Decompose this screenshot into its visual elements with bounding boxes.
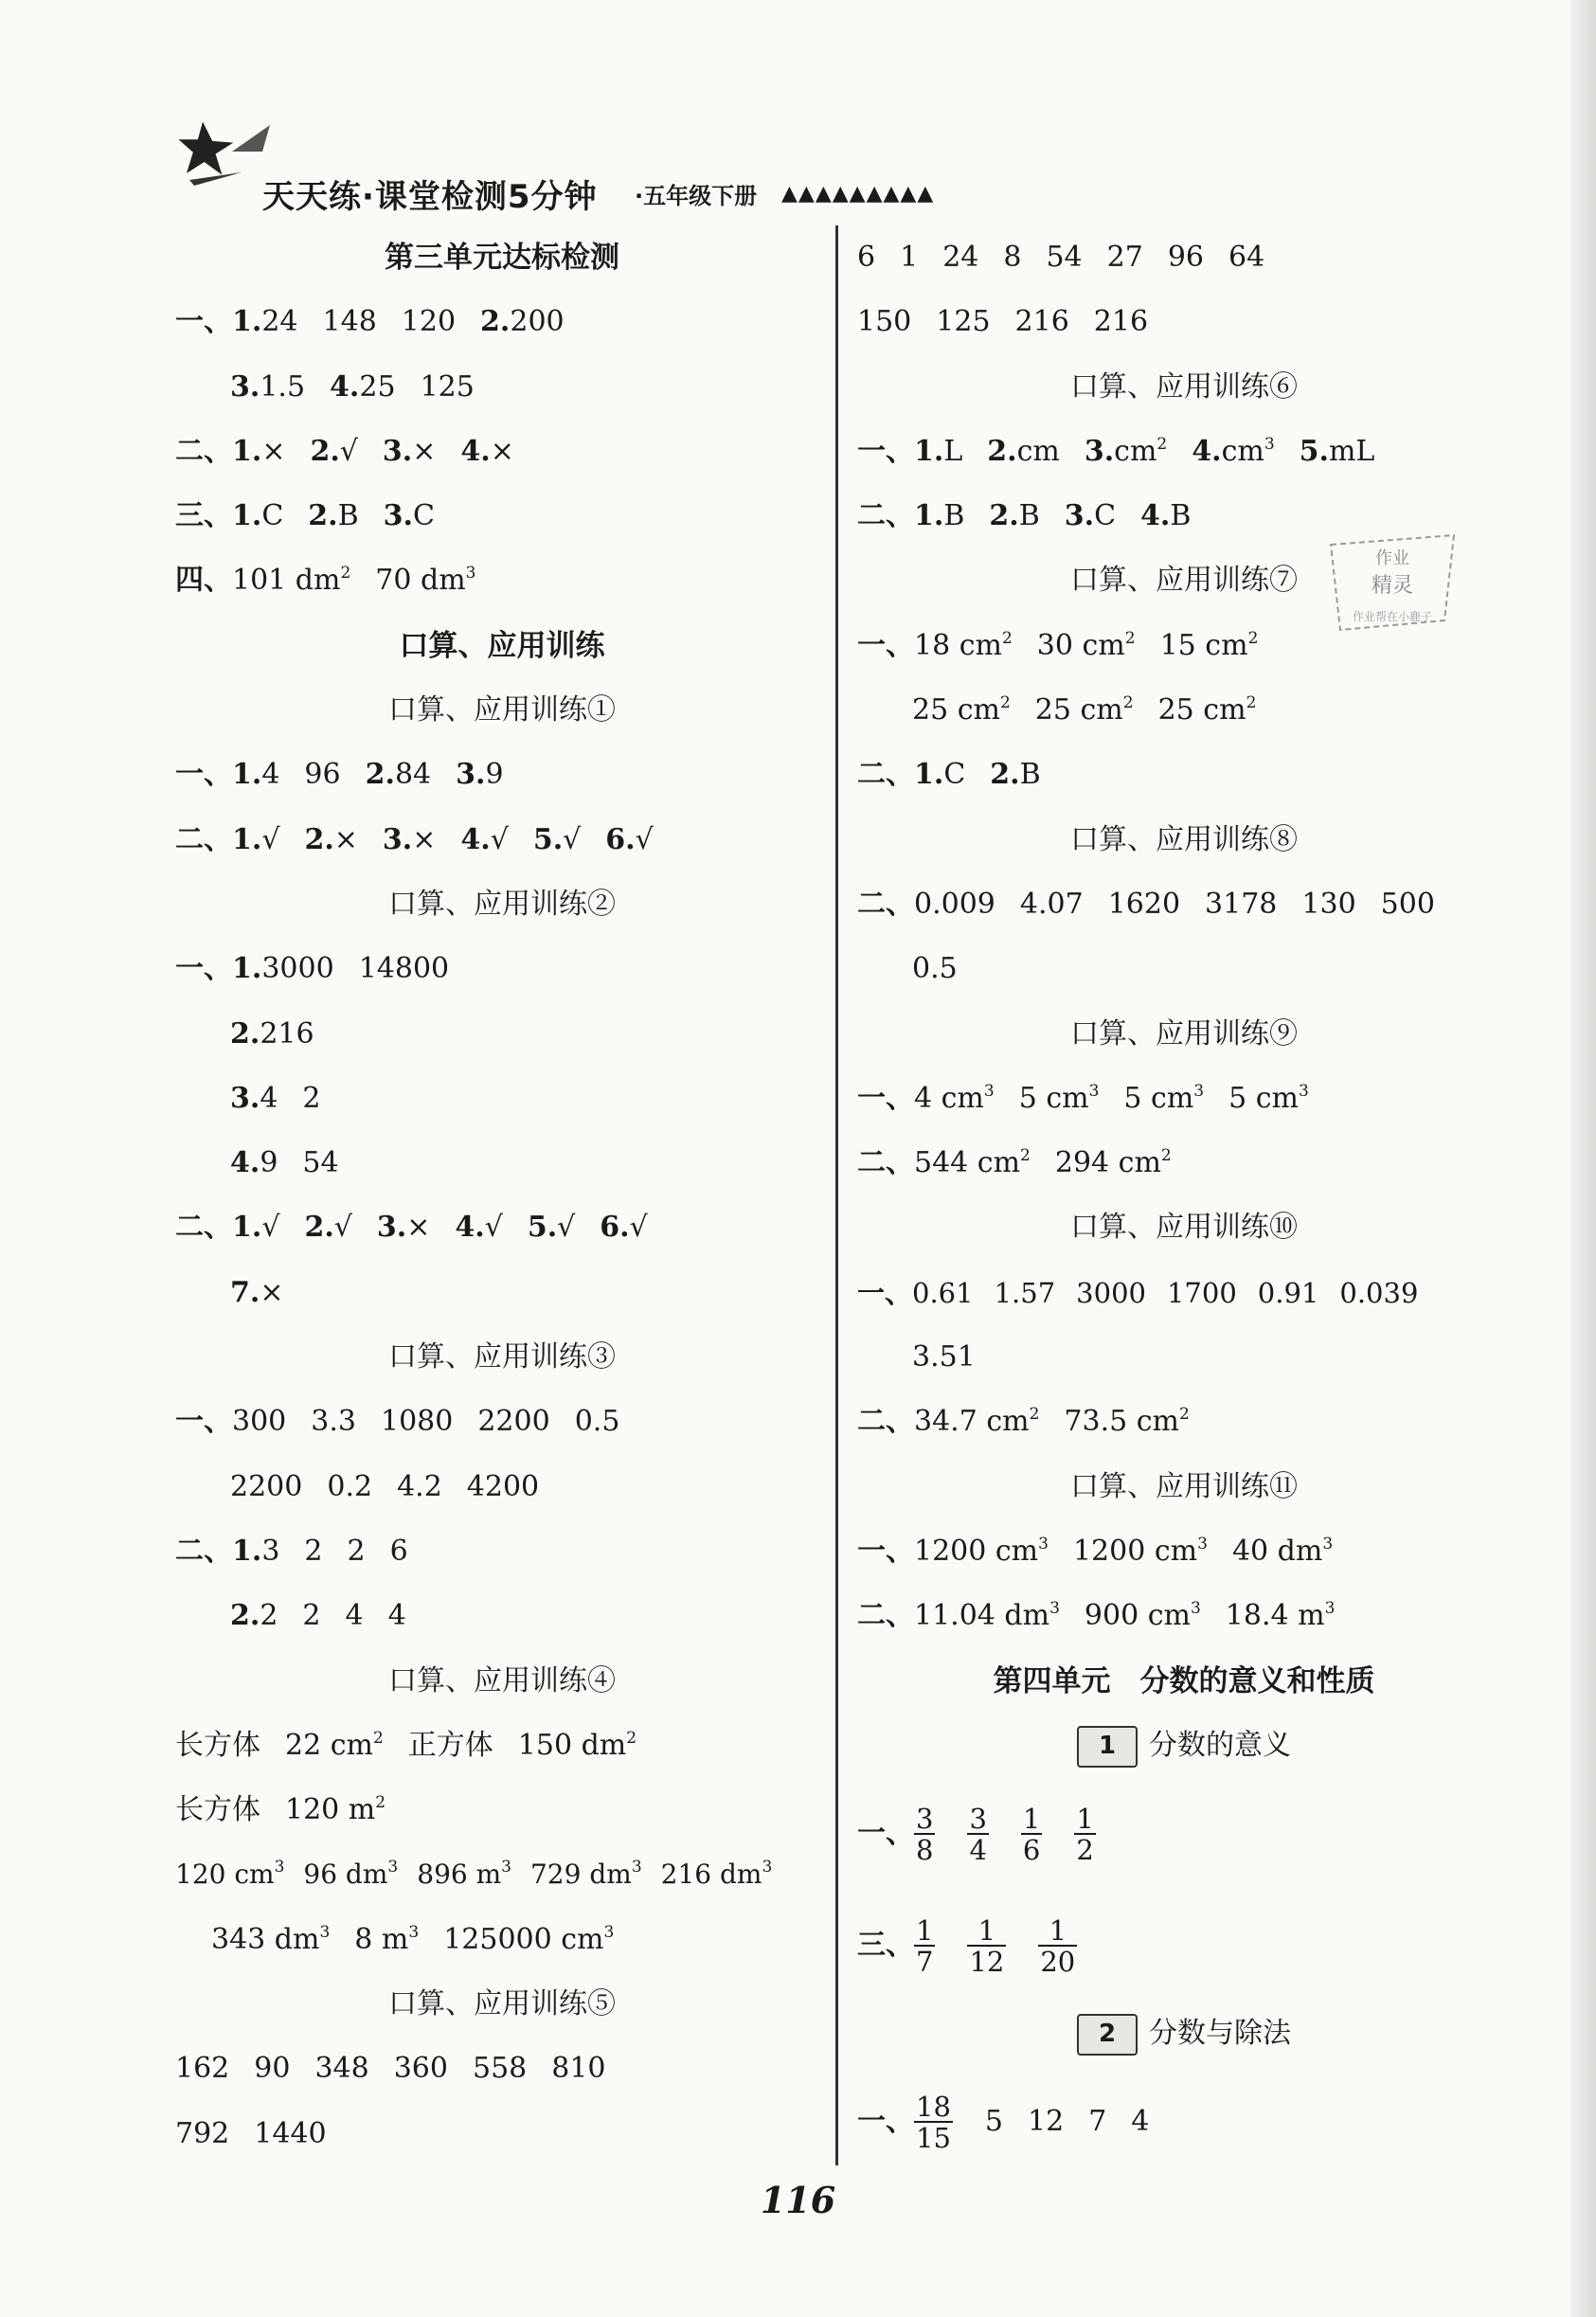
answer-line: 3.1.5 4.25 125: [230, 369, 475, 404]
book-title: 天天练·课堂检测5分钟: [262, 178, 598, 216]
answer-line: 二、1.√ 2.× 3.× 4.√ 5.√ 6.√: [175, 822, 654, 856]
answer-line: 7.×: [230, 1275, 284, 1309]
answer-line: 二、0.009 4.07 1620 3178 130 500: [857, 887, 1435, 921]
lesson-number-badge: 2: [1077, 2014, 1138, 2056]
answer-line: 120 $cm^3$ 96 $dm^3$ 896 $m^3$ 729 $dm^3$ 216 $dm^3$: [175, 1858, 773, 1891]
lesson-name: 分数的意义: [1149, 1728, 1291, 1762]
answer-line: 二、544 $cm^2$ 294 $cm^2$: [857, 1146, 1172, 1180]
column-divider: [835, 225, 838, 2165]
section-title: 第三单元达标检测: [385, 241, 619, 275]
answer-line: 6 1 24 8 54 27 96 64: [857, 241, 1265, 274]
answer-line: 一、18 $cm^2$ 30 $cm^2$ 15 $cm^2$: [857, 628, 1259, 662]
lesson-title: 口算、应用训练⑩: [1070, 1211, 1298, 1245]
answer-line: 150 125 216 216: [857, 305, 1149, 339]
lesson-title: 口算、应用训练③: [388, 1340, 616, 1374]
answer-line: 3.4 2: [230, 1081, 321, 1115]
page-number: 116: [760, 2179, 836, 2221]
answer-line: 一、300 3.3 1080 2200 0.5: [175, 1405, 620, 1439]
watermark-stamp-icon: [1321, 526, 1463, 649]
lesson-title: 口算、应用训练②: [388, 887, 616, 921]
header-decoration: ▲▲▲▲▲▲▲▲▲: [781, 182, 935, 206]
page-header: [175, 114, 990, 218]
answer-line: 162 90 348 360 558 810: [175, 2052, 606, 2086]
svg-text:作业帮在小鹿子: 作业帮在小鹿子: [1352, 610, 1433, 623]
lesson-title: 口算、应用训练⑦: [1070, 564, 1298, 598]
lesson-title: 口算、应用训练⑧: [1070, 822, 1298, 856]
answer-line: 二、1.√ 2.√ 3.× 4.√ 5.√ 6.√: [175, 1211, 648, 1245]
answer-line: 二、11.04 $dm^3$ 900 $cm^3$ 18.4 $m^3$: [857, 1599, 1336, 1633]
fraction-answer-line: 一、 $\frac{3}{8}$ $\frac{3}{4}$ $\frac{1}{6}$ $\frac{1}{2}$: [857, 1803, 1094, 1867]
lesson-title: 口算、应用训练⑨: [1070, 1016, 1298, 1051]
answer-line: 一、1.4 96 2.84 3.9: [175, 758, 504, 792]
left-column: [175, 225, 829, 2166]
fraction-answer-line: 三、 $\frac{1}{7}$ $\frac{1}{12}$ $\frac{1}{20}$: [857, 1914, 1076, 1979]
lesson-title: 口算、应用训练④: [388, 1663, 616, 1697]
lesson-title: 口算、应用训练⑥: [1070, 369, 1298, 404]
section-title: 第四单元 分数的意义和性质: [993, 1663, 1375, 1698]
lesson-name: 分数与除法: [1149, 2017, 1291, 2051]
answer-line: 二、1.× 2.√ 3.× 4.×: [175, 434, 514, 468]
answer-line: 4.9 54: [230, 1146, 339, 1180]
answer-line: 2.2 2 4 4: [230, 1599, 406, 1633]
answer-line: 一、1.3000 14800: [175, 952, 450, 986]
answer-line: 792 1440: [175, 2116, 327, 2150]
lesson-title: 口算、应用训练①: [388, 693, 616, 727]
answer-line: 3.51: [912, 1340, 976, 1374]
answer-line: 四、101 $dm^2$ 70 $dm^3$: [175, 564, 476, 598]
grade-label: ·五年级下册: [635, 183, 758, 209]
answer-line: 一、4 $cm^3$ 5 $cm^3$ 5 $cm^3$ 5 $cm^3$: [857, 1081, 1309, 1115]
section-title: 口算、应用训练: [399, 628, 605, 663]
lesson-heading: [857, 2002, 1511, 2066]
answer-line: 长方体 22 $cm^2$ 正方体 150 $dm^2$: [175, 1728, 637, 1762]
answer-line: 三、1.C 2.B 3.C: [175, 499, 435, 533]
lesson-title: 口算、应用训练⑤: [388, 1987, 616, 2021]
lesson-heading: [857, 1714, 1511, 1778]
answer-line: 0.5: [912, 952, 958, 986]
right-column: [857, 225, 1511, 2178]
fraction-answer-line: 一、 $\frac{18}{15}$ 5 12 7 4: [857, 2091, 1150, 2155]
answer-line: 二、1.C 2.B: [857, 758, 1041, 792]
answer-line: 二、34.7 $cm^2$ 73.5 $cm^2$: [857, 1405, 1190, 1439]
answer-line: 一、1200 $cm^3$ 1200 $cm^3$ 40 $dm^3$: [857, 1534, 1334, 1568]
answer-line: 2.216: [230, 1016, 314, 1051]
lesson-title: 口算、应用训练⑪: [1070, 1469, 1298, 1503]
answer-line: 长方体 120 $m^2$: [175, 1793, 386, 1827]
answer-line: 2200 0.2 4.2 4200: [230, 1469, 540, 1503]
answer-line: 二、1.3 2 2 6: [175, 1534, 408, 1568]
page-edge-shadow: [1569, 0, 1596, 2317]
answer-line: 25 $cm^2$ 25 $cm^2$ 25 $cm^2$: [912, 693, 1257, 727]
answer-line: 343 $dm^3$ 8 $m^3$ 125000 $cm^3$: [211, 1922, 615, 1956]
answer-line: 一、0.61 1.57 3000 1700 0.91 0.039: [857, 1276, 1419, 1309]
answer-line: 二、1.B 2.B 3.C 4.B: [857, 499, 1192, 533]
svg-text:精灵: 精灵: [1371, 574, 1414, 598]
lesson-number-badge: 1: [1077, 1726, 1138, 1768]
answer-line: 一、1.24 148 120 2.200: [175, 305, 565, 339]
svg-text:作业: 作业: [1375, 548, 1409, 568]
answer-line: 一、1.L 2.cm $3.cm^2$ $4.cm^3$ 5.mL: [857, 434, 1375, 468]
